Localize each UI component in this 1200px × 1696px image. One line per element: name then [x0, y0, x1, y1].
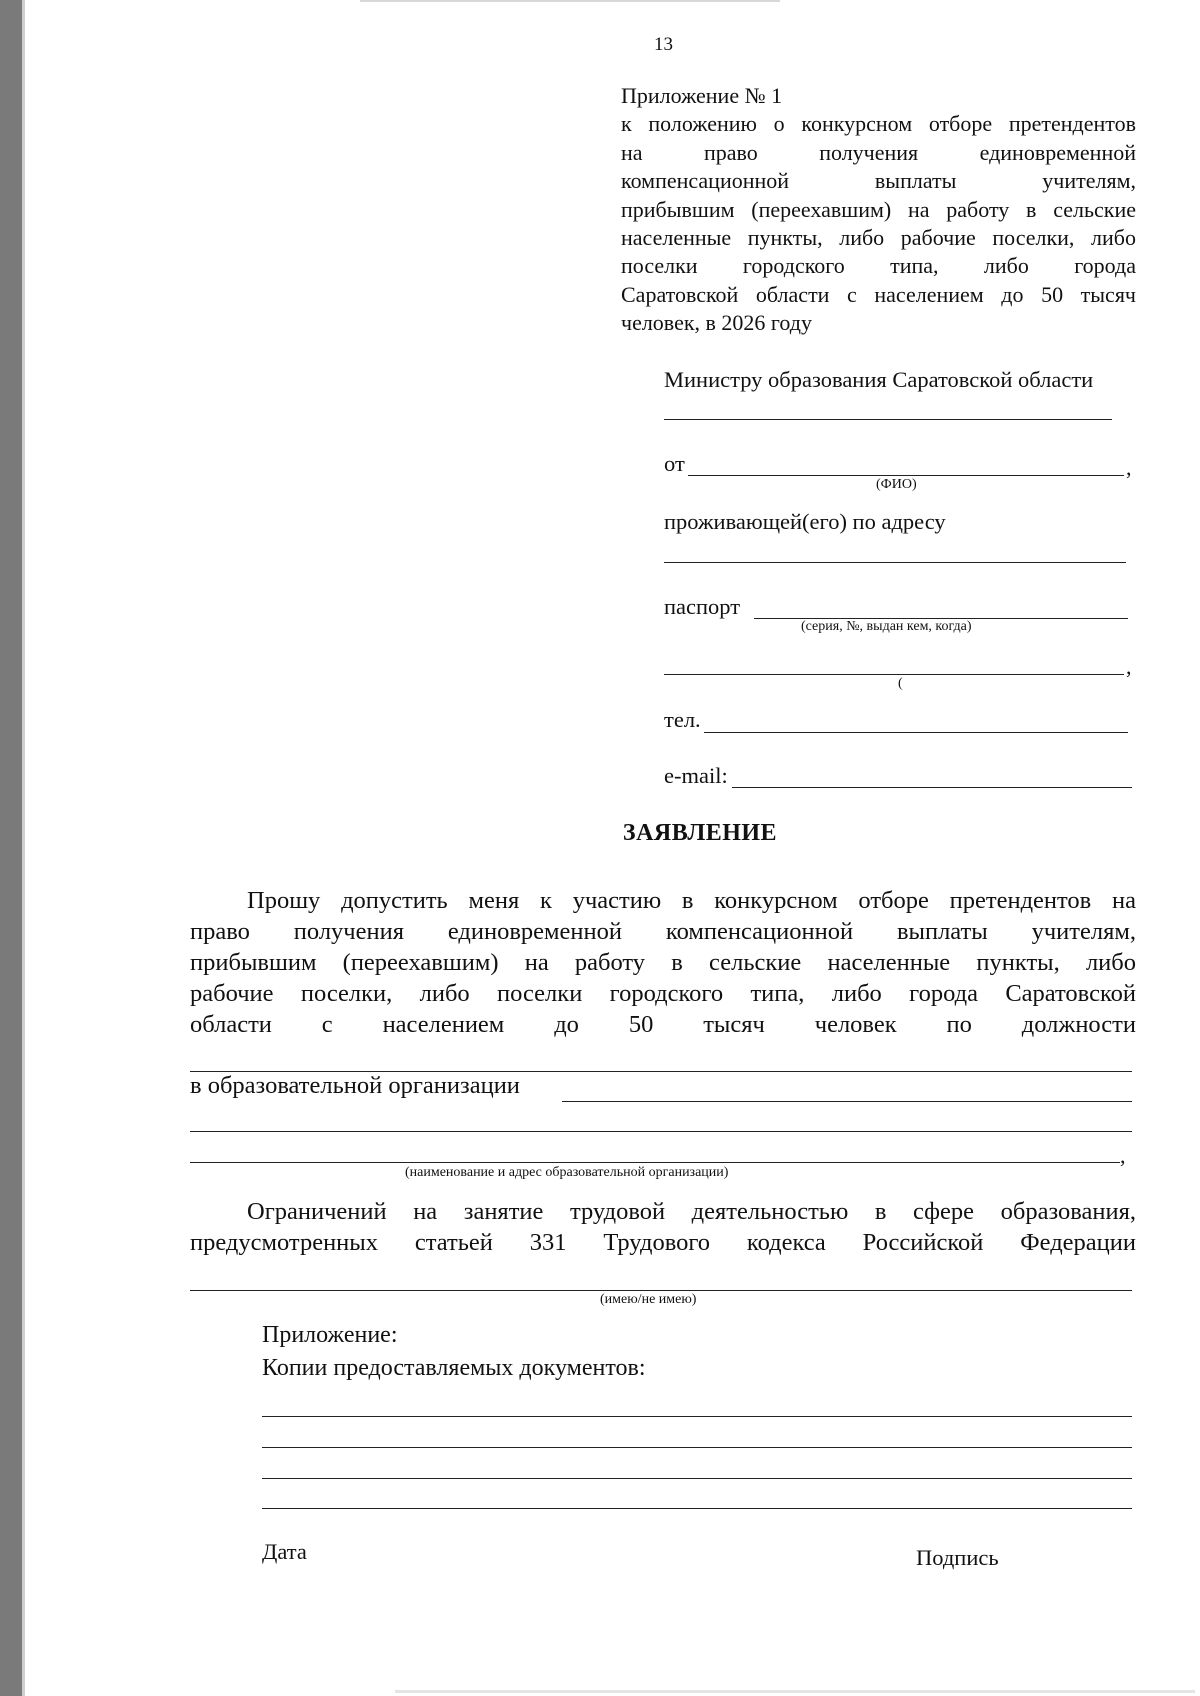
appendix-line: к положению о конкурсном отборе претендентов: [621, 111, 1136, 137]
scan-streak-top: [360, 0, 780, 2]
attachments-subtitle: Копии предоставляемых документов:: [262, 1355, 646, 1381]
body-line: рабочие поселки, либо поселки городского типа, либо города Саратовской: [190, 980, 1136, 1007]
date-label: Дата: [262, 1539, 307, 1564]
stray-mark: (: [898, 676, 903, 691]
comma: ,: [1120, 1143, 1126, 1168]
scan-streak-bottom: [395, 1690, 1195, 1693]
addressee-line[interactable]: [664, 419, 1112, 420]
appendix-line: на право получения единовременной: [621, 139, 1136, 165]
body-line: прибывшим (переехавшим) на работу в сельские населенные пункты, либо: [190, 949, 1136, 976]
appendix-block: [621, 82, 1136, 338]
appendix-line: Приложение № 1: [621, 83, 783, 108]
signature-label: Подпись: [916, 1545, 999, 1570]
org-line-3[interactable]: [190, 1162, 1120, 1163]
appendix-line: прибывшим (переехавшим) на работу в сельские: [621, 196, 1136, 222]
comma: ,: [1126, 654, 1132, 679]
document-line[interactable]: [262, 1478, 1132, 1479]
scan-border-left: [0, 0, 22, 1696]
passport-line-2[interactable]: [664, 674, 1124, 675]
email-label: e-mail:: [664, 763, 728, 788]
restriction-body: [190, 1196, 1136, 1258]
scan-border-shadow: [22, 0, 25, 1696]
statement-body: [190, 885, 1136, 1040]
org-caption: (наименование и адрес образовательной организации): [405, 1165, 729, 1180]
email-line[interactable]: [732, 787, 1132, 788]
comma: ,: [1126, 455, 1132, 480]
body-line: Прошу допустить меня к участию в конкурсном отборе претендентов на: [247, 887, 1136, 914]
phone-line[interactable]: [704, 732, 1128, 733]
document-line[interactable]: [262, 1508, 1132, 1509]
org-label: в образовательной организации: [190, 1072, 520, 1099]
restriction-answer-line[interactable]: [190, 1290, 1132, 1291]
fio-line[interactable]: [688, 475, 1124, 476]
appendix-line: Саратовской области с населением до 50 тысяч: [621, 281, 1136, 307]
body-line: право получения единовременной компенсационной выплаты учителям,: [190, 918, 1136, 945]
phone-label: тел.: [664, 707, 701, 732]
appendix-line: поселки городского типа, либо города: [621, 253, 1136, 279]
body-line: области с населением до 50 тысяч человек по должности: [190, 1011, 1136, 1038]
document-line[interactable]: [262, 1416, 1132, 1417]
document-line[interactable]: [262, 1447, 1132, 1448]
org-line-2[interactable]: [190, 1131, 1132, 1132]
page-number: 13: [654, 34, 673, 55]
passport-label: паспорт: [664, 594, 741, 619]
appendix-line: компенсационной выплаты учителям,: [621, 168, 1136, 194]
from-label: от: [664, 451, 685, 476]
passport-caption: (серия, №, выдан кем, когда): [801, 619, 972, 634]
statement-title: ЗАЯВЛЕНИЕ: [622, 820, 778, 846]
residence-line[interactable]: [664, 562, 1126, 563]
restriction-line: Ограничений на занятие трудовой деятельностью в сфере образования,: [247, 1198, 1136, 1225]
restriction-caption: (имею/не имею): [600, 1292, 697, 1307]
attachments-title: Приложение:: [262, 1322, 398, 1348]
appendix-line: человек, в 2026 году: [621, 310, 812, 336]
addressee: Министру образования Саратовской области: [664, 367, 1094, 392]
org-line[interactable]: [562, 1101, 1132, 1102]
restriction-line: предусмотренных статьей 331 Трудового кодекса Российской Федерации: [190, 1229, 1136, 1256]
residence-label: проживающей(его) по адресу: [664, 509, 946, 534]
appendix-line: населенные пункты, либо рабочие поселки, либо: [621, 225, 1136, 251]
fio-caption: (ФИО): [876, 477, 917, 492]
